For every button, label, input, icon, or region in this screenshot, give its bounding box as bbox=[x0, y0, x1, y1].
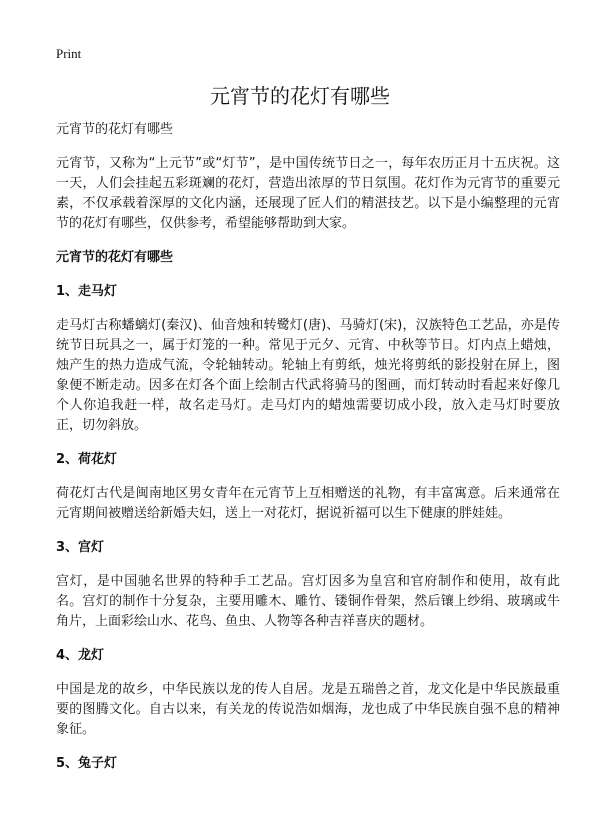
lantern-text-2: 荷花灯古代是闽南地区男女青年在元宵节上互相赠送的礼物，有丰富寓意。后来通常在元宵期间被赠送给新婚夫妇，送上一对花灯，据说祈福可以生下健康的胖娃娃。 bbox=[56, 486, 560, 521]
intro-paragraph: 元宵节，又称为“上元节”或“灯节”，是中国传统节日之一，每年农历正月十五庆祝。这一天，人们会挂起五彩斑斓的花灯，营造出浓厚的节日氛围。花灯作为元宵节的重要元素，不仅承载着深厚的文化内涵，还展现了匠人们的精湛技艺。以下是小编整理的元宵节的花灯有哪些，仅供参考，希望能够帮助到大家。 bbox=[56, 156, 560, 231]
lantern-heading-3: 3、宫灯 bbox=[56, 540, 105, 555]
lantern-text-4: 中国是龙的故乡，中华民族以龙的传人自居。龙是五瑞兽之首，龙文化是中华民族最重要的图腾文化。自古以来，有关龙的传说浩如烟海，龙也成了中华民族自强不息的精神象征。 bbox=[56, 682, 560, 737]
section-heading: 元宵节的花灯有哪些 bbox=[56, 250, 174, 265]
lantern-text-1: 走马灯古称蟠螭灯(秦汉)、仙音烛和转鹭灯(唐)、马骑灯(宋)，汉族特色工艺品，亦是传统节日玩具之一，属于灯笼的一种。常见于元夕、元宵、中秋等节日。灯内点上蜡烛，烛产生的热力造成气流，令轮轴转动。轮轴上有剪纸，烛光将剪纸的影投射在屏上，图象便不断走动。因多在灯各个面上绘制古代武将骑马的图画，而灯转动时看起来好像几个人你追我赶一样，故名走马灯。走马灯内的蜡烛需要切成小段，放入走马灯时要放正，切勿斜放。 bbox=[56, 318, 560, 433]
article-body bbox=[56, 120, 560, 788]
article-subtitle: 元宵节的花灯有哪些 bbox=[56, 122, 174, 137]
lantern-heading-2: 2、荷花灯 bbox=[56, 452, 118, 467]
print-link[interactable]: Print bbox=[56, 46, 82, 61]
lantern-text-3: 宫灯，是中国驰名世界的特种手工艺品。宫灯因多为皇宫和官府制作和使用，故有此名。宫灯的制作十分复杂，主要用雕木、雕竹、镂铜作骨架，然后镶上纱绢、玻璃或牛角片，上面彩绘山水、花鸟、鱼虫、人物等各种吉祥喜庆的题材。 bbox=[56, 574, 560, 629]
lantern-heading-5: 5、兔子灯 bbox=[56, 756, 118, 771]
lantern-heading-1: 1、走马灯 bbox=[56, 284, 118, 299]
page-title: 元宵节的花灯有哪些 bbox=[210, 84, 390, 108]
lantern-heading-4: 4、龙灯 bbox=[56, 648, 105, 663]
